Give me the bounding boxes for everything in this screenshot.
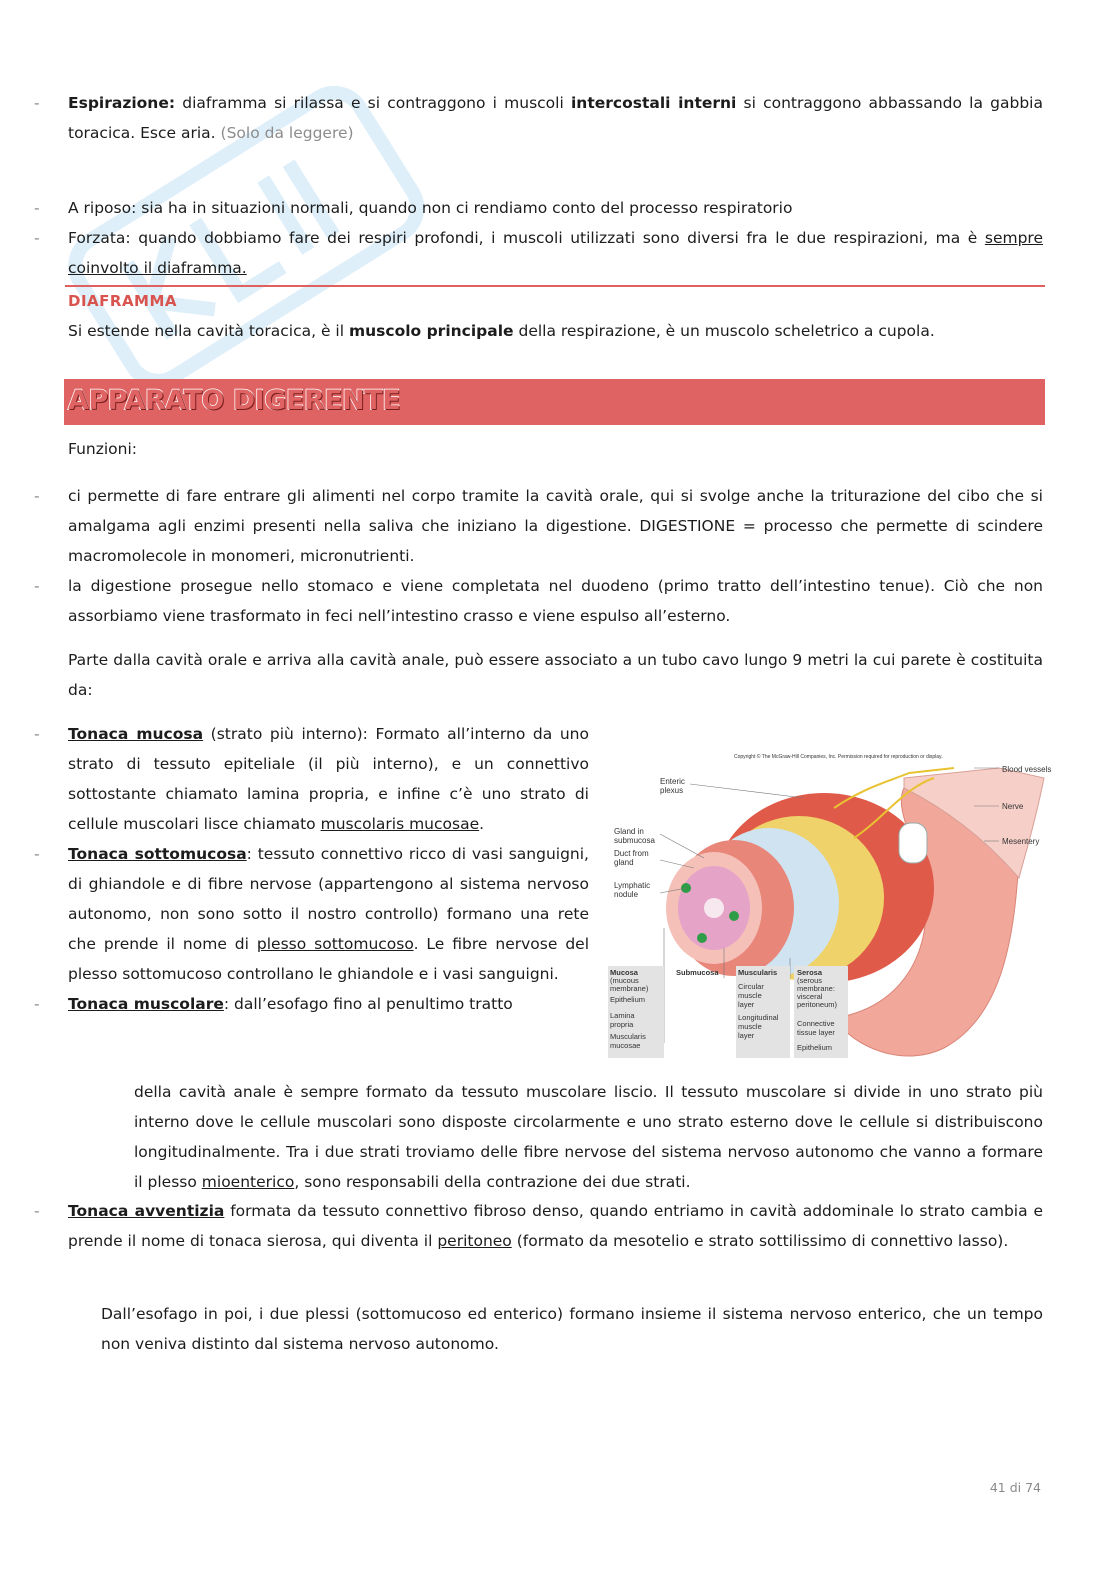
list-item-espirazione: - Espirazione: diaframma si rilassa e si contraggono i muscoli intercostali interni si contraggono abbassando la gabbia toracica. Esce aria. (Solo da leggere) (0, 88, 1043, 148)
label-enteric: Enteric (660, 777, 685, 786)
label-circular-2: muscle (738, 991, 762, 1000)
tonaca-muscolare-continued: della cavità anale è sempre formato da tessuto muscolare liscio. Il tessuto muscolare si divide in uno strato più interno dove le cellule muscolari sono disposte circolarmente e uno strato esterno dove le cellule si distribuiscono longitudinalmente. Tra i due strati troviamo delle fibre nervose del sistema nervoso autonomo che vanno a formare il plesso mioenterico, sono responsabili della contrazione dei due strati. (134, 1083, 1043, 1191)
list-item-riposo: - A riposo: sia ha in situazioni normali, quando non ci rendiamo conto del processo respiratorio (0, 193, 1043, 223)
label-epithelium: Epithelium (610, 995, 646, 1004)
label-serosa-3: membrane: (797, 984, 835, 993)
label-connective-2: tissue layer (797, 1028, 835, 1037)
label-circular: Circular (738, 982, 764, 991)
label-gland-2: submucosa (614, 836, 655, 845)
tonache-list-left (0, 719, 589, 1019)
paragraph-intro: Parte dalla cavità orale e arriva alla cavità anale, può essere associato a un tubo cavo lungo 9 metri la cui parete è costituita da: (68, 651, 1043, 699)
label-plexus: plexus (660, 786, 684, 795)
label-lymph-2: nodule (614, 890, 639, 899)
read-only-note: (Solo da leggere) (220, 124, 354, 142)
respiration-list-1 (0, 88, 1043, 148)
list-item-funzione-2: - la digestione prosegue nello stomaco e viene completata nel duodeno (primo tratto dell’intestino tenue). Ciò che non assorbiamo viene trasformato in feci nell’intestino crasso e viene espulso all’esterno. (0, 571, 1043, 631)
respiration-list-2 (0, 193, 1043, 283)
label-mucosa: Mucosa (610, 968, 638, 977)
tonache-list-right (0, 1196, 1043, 1256)
funzioni-label: Funzioni: (68, 440, 137, 458)
label-mesentery: Mesentery (1002, 837, 1040, 846)
label-serosa-2: (serous (797, 976, 823, 985)
label-connective: Connective (797, 1019, 835, 1028)
label-serosa-5: peritoneum) (797, 1000, 838, 1009)
digestive-wall-figure (604, 748, 1058, 1064)
label-duct-2: gland (614, 858, 634, 867)
label-muscularis-mucosae-2: mucosae (610, 1041, 641, 1050)
list-item-tonaca-avventizia: - Tonaca avventizia formata da tessuto connettivo fibroso denso, quando entriamo in cavità addominale lo strato cambia e prende il nome di tonaca sierosa, qui diventa il peritoneo (formato da mesotelio e strato sottilissimo di connettivo lasso). (0, 1196, 1043, 1256)
list-item-tonaca-muscolare-start: - Tonaca muscolare: dall’esofago fino al penultimo tratto (0, 989, 589, 1019)
label-epithelium-2: Epithelium (797, 1043, 833, 1052)
page-number: 41 di 74 (989, 1480, 1041, 1495)
banner-title: APPARATO DIGERENTE (68, 385, 401, 416)
paragraph-closing: Dall’esofago in poi, i due plessi (sottomucoso ed enterico) formano insieme il sistema nervoso enterico, che un tempo non veniva distinto dal sistema nervoso autonomo. (101, 1305, 1043, 1353)
label-muscularis-mucosae: Muscularis (610, 1032, 646, 1041)
funzioni-list (0, 481, 1043, 631)
label-longitudinal: Longitudinal (738, 1013, 779, 1022)
label-serosa-4: visceral (797, 992, 823, 1001)
section-divider (65, 285, 1045, 287)
label-lamina: Lamina (610, 1011, 635, 1020)
label-mucosa-2: (mucous (610, 976, 639, 985)
label-blood-vessels: Blood vessels (1002, 765, 1052, 774)
label-serosa: Serosa (797, 968, 823, 977)
label-mucosa-3: membrane) (610, 984, 649, 993)
label-longitudinal-3: layer (738, 1031, 755, 1040)
section-banner (64, 379, 1045, 425)
section-label-diaframma: DIAFRAMMA (68, 292, 178, 310)
label-lamina-2: propria (610, 1020, 634, 1029)
label-lymph: Lymphatic (614, 881, 651, 890)
label-circular-3: layer (738, 1000, 755, 1009)
label-gland: Gland in (614, 827, 644, 836)
label-submucosa: Submucosa (676, 968, 719, 977)
label-longitudinal-2: muscle (738, 1022, 762, 1031)
list-item-tonaca-sottomucosa: - Tonaca sottomucosa: tessuto connettivo ricco di vasi sanguigni, di ghiandole e di fibre nervose (appartengono al sistema nervoso autonomo, non sono sotto il nostro controllo) formano una rete che prende il nome di plesso sottomucoso. Le fibre nervose del plesso sottomucoso controllano le ghiandole e i vasi sanguigni. (0, 839, 589, 989)
list-item-funzione-1: - ci permette di fare entrare gli alimenti nel corpo tramite la cavità orale, qui si svolge anche la triturazione del cibo che si amalgama agli enzimi presenti nella saliva che iniziano la digestione. DIGESTIONE = processo che permette di scindere macromolecole in monomeri, micronutrienti. (0, 481, 1043, 571)
figure-copyright: Copyright © The McGraw-Hill Companies, Inc. Permission required for reproduction or display. (734, 754, 943, 760)
list-item-tonaca-mucosa: - Tonaca mucosa (strato più interno): Formato all’interno da uno strato di tessuto epiteliale (il più interno), e un connettivo sottostante chiamato lamina propria, e infine c’è uno strato di cellule muscolari lisce chiamato muscolaris mucosae. (0, 719, 589, 839)
list-item-forzata: - Forzata: quando dobbiamo fare dei respiri profondi, i muscoli utilizzati sono diversi fra le due respirazioni, ma è sempre coinvolto il diaframma. (0, 223, 1043, 283)
label-nerve: Nerve (1002, 802, 1024, 811)
label-duct: Duct from (614, 849, 649, 858)
paragraph-diaframma: Si estende nella cavità toracica, è il muscolo principale della respirazione, è un muscolo scheletrico a cupola. (68, 322, 935, 340)
label-muscularis: Muscularis (738, 968, 778, 977)
